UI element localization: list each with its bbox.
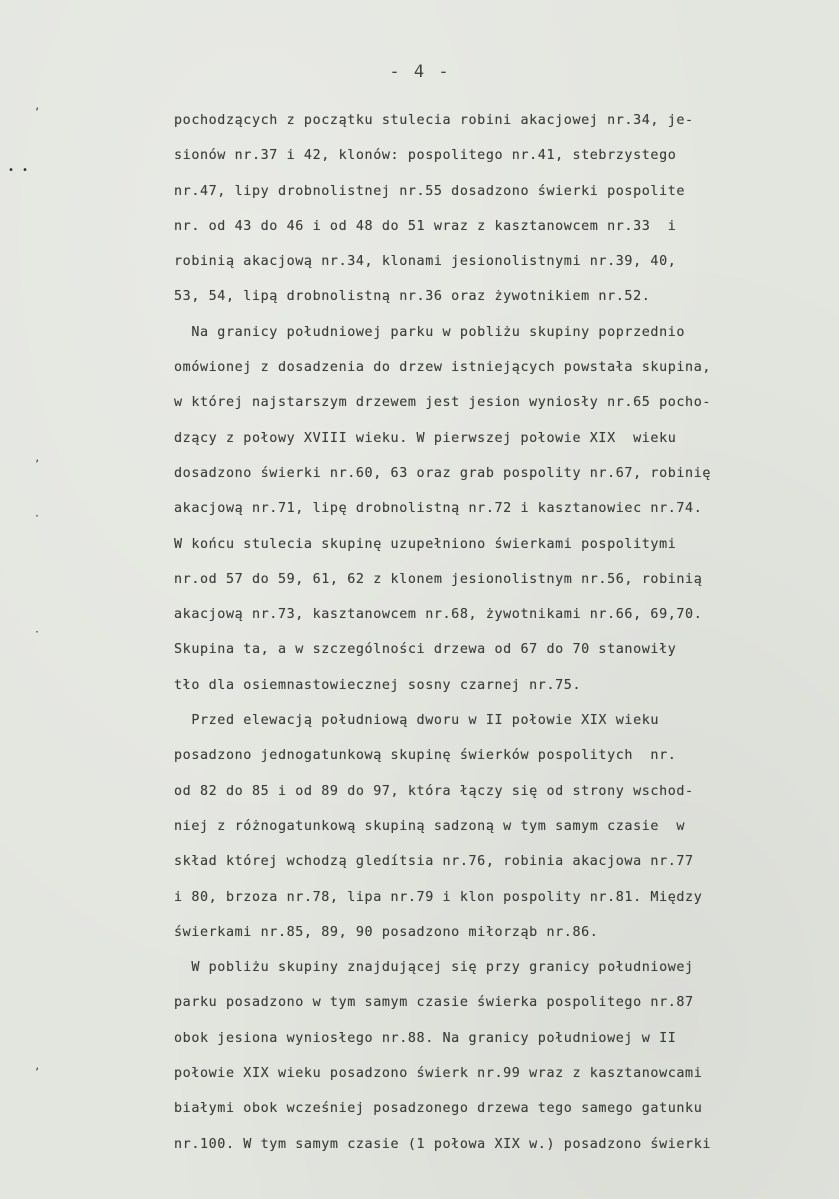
text-line: nr.100. W tym samym czasie (1 połowa XIX w.) posadzono świerki <box>174 1136 712 1152</box>
text-line: tło dla osiemnastowiecznej sosny czarnej nr.75. <box>174 677 582 693</box>
text-line: posadzono jednogatunkową skupinę świerków pospolitych nr. <box>174 748 677 764</box>
margin-mark: ʼ <box>34 107 41 118</box>
text-line: Skupina ta, a w szczególności drzewa od 67 do 70 stanowiły <box>174 642 677 658</box>
text-line: sionów nr.37 i 42, klonów: pospolitego nr.41, stebrzystego <box>174 148 677 164</box>
text-line: skład której wchodzą gledítsia nr.76, robinia akacjowa nr.77 <box>174 854 694 870</box>
text-line: od 82 do 85 i od 89 do 97, która łączy się od strony wschod- <box>174 783 694 799</box>
text-line: świerkami nr.85, 89, 90 posadzono miłorząb nr.86. <box>174 924 599 940</box>
text-line: W końcu stulecia skupinę uzupełniono świerkami pospolitymi <box>174 536 677 552</box>
margin-mark: ʼ <box>34 459 41 470</box>
margin-mark: · <box>34 511 41 522</box>
page-number: - 4 - <box>389 62 451 82</box>
text-line: nr. od 43 do 46 i od 48 do 51 wraz z kasztanowcem nr.33 i <box>174 218 677 234</box>
text-line: białymi obok wcześniej posadzonego drzewa tego samego gatunku <box>174 1101 703 1117</box>
margin-mark: • <box>8 165 15 176</box>
text-line: Na granicy południowej parku w pobliżu skupiny poprzednio <box>174 324 686 340</box>
text-line: dzący z połowy XVIII wieku. W pierwszej połowie XIX wieku <box>174 430 677 446</box>
text-line: robinią akacjową nr.34, klonami jesionolistnymi nr.39, 40, <box>174 254 677 270</box>
margin-mark: • <box>22 165 29 176</box>
body-text <box>174 103 836 1162</box>
text-line: pochodzących z początku stulecia robini akacjowej nr.34, je- <box>174 113 694 128</box>
text-line: 53, 54, lipą drobnolistną nr.36 oraz żywotnikiem nr.52. <box>174 289 651 305</box>
text-line: nr.47, lipy drobnolistnej nr.55 dosadzono świerki pospolite <box>174 183 686 199</box>
text-line: akacjową nr.71, lipę drobnolistną nr.72 i kasztanowiec nr.74. <box>174 501 703 517</box>
text-line: omówionej z dosadzenia do drzew istniejących powstała skupina, <box>174 360 712 376</box>
text-line: obok jesiona wyniosłego nr.88. Na granicy południowej w II <box>174 1030 677 1046</box>
text-line: dosadzono świerki nr.60, 63 oraz grab pospolity nr.67, robinię <box>174 465 712 481</box>
text-line: nr.od 57 do 59, 61, 62 z klonem jesionolistnym nr.56, robinią <box>174 571 703 587</box>
text-line: w której najstarszym drzewem jest jesion wyniosły nr.65 pocho- <box>174 395 712 411</box>
text-line: Przed elewacją południową dworu w II połowie XIX wieku <box>174 713 660 729</box>
text-line: parku posadzono w tym samym czasie świerka pospolitego nr.87 <box>174 995 694 1011</box>
text-line: połowie XIX wieku posadzono świerk nr.99 wraz z kasztanowcami <box>174 1066 703 1082</box>
text-line: i 80, brzoza nr.78, lipa nr.79 i klon pospolity nr.81. Między <box>174 889 703 905</box>
text-line: niej z różnogatunkową skupiną sadzoną w tym samym czasie w <box>174 818 686 834</box>
margin-mark: · <box>34 627 41 638</box>
text-line: W pobliżu skupiny znajdującej się przy granicy południowej <box>174 960 694 976</box>
text-line: akacjową nr.73, kasztanowcem nr.68, żywotnikami nr.66, 69,70. <box>174 607 703 623</box>
margin-mark: ʼ <box>34 1067 41 1078</box>
